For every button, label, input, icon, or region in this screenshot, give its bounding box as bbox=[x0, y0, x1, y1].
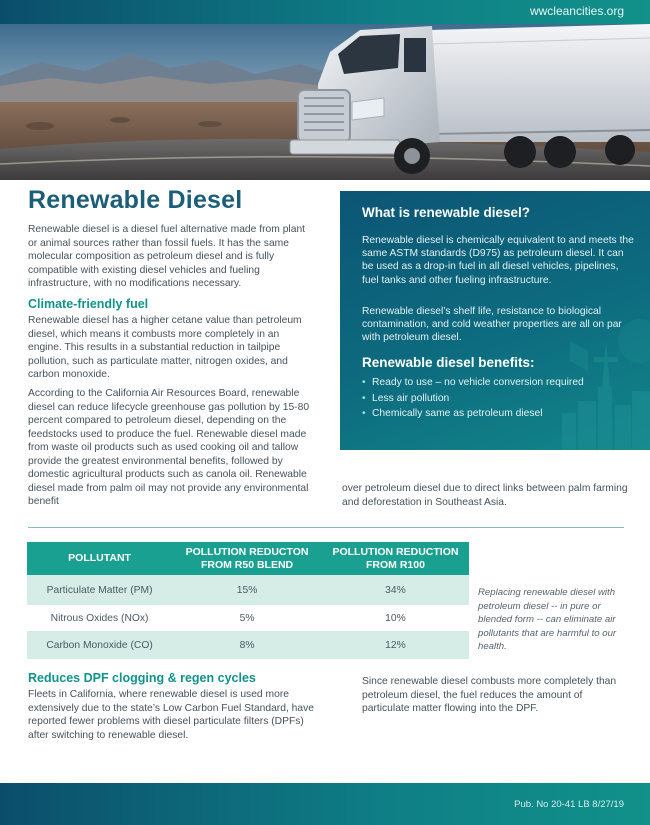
header-r100: POLLUTION REDUCTION FROM R100 bbox=[322, 542, 469, 575]
truck-illustration bbox=[0, 24, 650, 180]
carb-paragraph: According to the California Air Resources Board, renewable diesel can reduce lifecycle greenhouse gas pollution by 15-80 percent compared to petroleum diesel, depending on the feedstocks used to produce the fuel. Renewable diesel made from waste oil products such as used cooking oil and tallow provide the greatest environmental benefits, followed by domestic agricultural products such as canola oil. Renewable diesel made from palm oil may not provide any environmental benefit bbox=[28, 388, 310, 507]
cell-pollutant: Carbon Monoxide (CO) bbox=[27, 631, 172, 659]
footer-banner bbox=[0, 783, 650, 825]
site-url[interactable]: wwcleancities.org bbox=[529, 4, 624, 18]
cell-r100: 12% bbox=[322, 631, 469, 659]
section-divider bbox=[28, 527, 624, 528]
intro-paragraph: Renewable diesel is a diesel fuel alternative made from plant or animal sources rather than fossil fuels. It has the same molecular composition as petroleum diesel and is fully compatible with existing diesel vehicles and fueling infrastructure, with no modifications necessary. bbox=[28, 224, 306, 289]
table-header-row bbox=[27, 542, 469, 575]
table-row bbox=[27, 631, 469, 659]
cell-r50: 15% bbox=[172, 575, 322, 605]
info-box-paragraph-1: Renewable diesel is chemically equivalent to and meets the same ASTM standards (D975) as petroleum diesel. It can be used as a drop-in fuel in all diesel vehicles, pipelines, fuel tanks and other fueling infrastructure. bbox=[362, 235, 634, 286]
table-note: Replacing renewable diesel with petroleum diesel -- in pure or blended form -- can eliminate air pollutants that are harmful to our health. bbox=[478, 587, 617, 652]
list-item bbox=[362, 406, 584, 422]
cell-r50: 8% bbox=[172, 631, 322, 659]
info-box-paragraph-2: Renewable diesel’s shelf life, resistance to biological contamination, and cold weather properties are all on par with petroleum diesel. bbox=[362, 306, 622, 344]
cell-r100: 34% bbox=[322, 575, 469, 605]
info-box bbox=[340, 191, 650, 450]
cell-pollutant: Nitrous Oxides (NOx) bbox=[27, 605, 172, 631]
dpf-paragraph-2: Since renewable diesel combusts more completely than petroleum diesel, the fuel reduces the amount of particulate matter flowing into the DPF. bbox=[362, 676, 617, 714]
publication-number: Pub. No 20-41 LB 8/27/19 bbox=[514, 799, 624, 810]
benefit-text: Ready to use – no vehicle conversion required bbox=[372, 377, 584, 388]
page-title: Renewable Diesel bbox=[28, 186, 243, 214]
benefits-list bbox=[362, 375, 584, 422]
header-pollutant: POLLUTANT bbox=[27, 542, 172, 575]
bullet-icon: • bbox=[362, 392, 366, 404]
cell-r50: 5% bbox=[172, 605, 322, 631]
carb-paragraph-continued: over petroleum diesel due to direct links between palm farming and deforestation in Southeast Asia. bbox=[342, 483, 628, 508]
dpf-heading: Reduces DPF clogging & regen cycles bbox=[28, 671, 256, 685]
pollution-table bbox=[27, 542, 469, 659]
table-row bbox=[27, 605, 469, 631]
bullet-icon: • bbox=[362, 408, 366, 420]
dpf-paragraph-1: Fleets in California, where renewable diesel is used more extensively due to the state’s Low Carbon Fuel Standard, have reported fewer problems with diesel particulate filters (DPFs) after switching to renewable diesel. bbox=[28, 689, 315, 741]
info-box-title: What is renewable diesel? bbox=[362, 205, 531, 220]
header-r50: POLLUTION REDUCTON FROM R50 BLEND bbox=[172, 542, 322, 575]
climate-paragraph: Renewable diesel has a higher cetane value than petroleum diesel, which means it combusts more completely in an engine. This results in a substantial reduction in tailpipe pollution, such as particulate matter, nitrogen oxides, and carbon monoxide. bbox=[28, 315, 302, 380]
top-banner bbox=[0, 0, 650, 24]
list-item bbox=[362, 375, 584, 391]
benefits-title: Renewable diesel benefits: bbox=[362, 355, 535, 370]
benefit-text: Chemically same as petroleum diesel bbox=[372, 408, 543, 420]
list-item bbox=[362, 391, 584, 407]
hero-truck-image bbox=[0, 24, 650, 180]
table-row bbox=[27, 575, 469, 605]
bullet-icon: • bbox=[362, 377, 366, 388]
cell-r100: 10% bbox=[322, 605, 469, 631]
benefit-text: Less air pollution bbox=[372, 392, 450, 404]
cell-pollutant: Particulate Matter (PM) bbox=[27, 575, 172, 605]
climate-heading: Climate-friendly fuel bbox=[28, 297, 149, 311]
